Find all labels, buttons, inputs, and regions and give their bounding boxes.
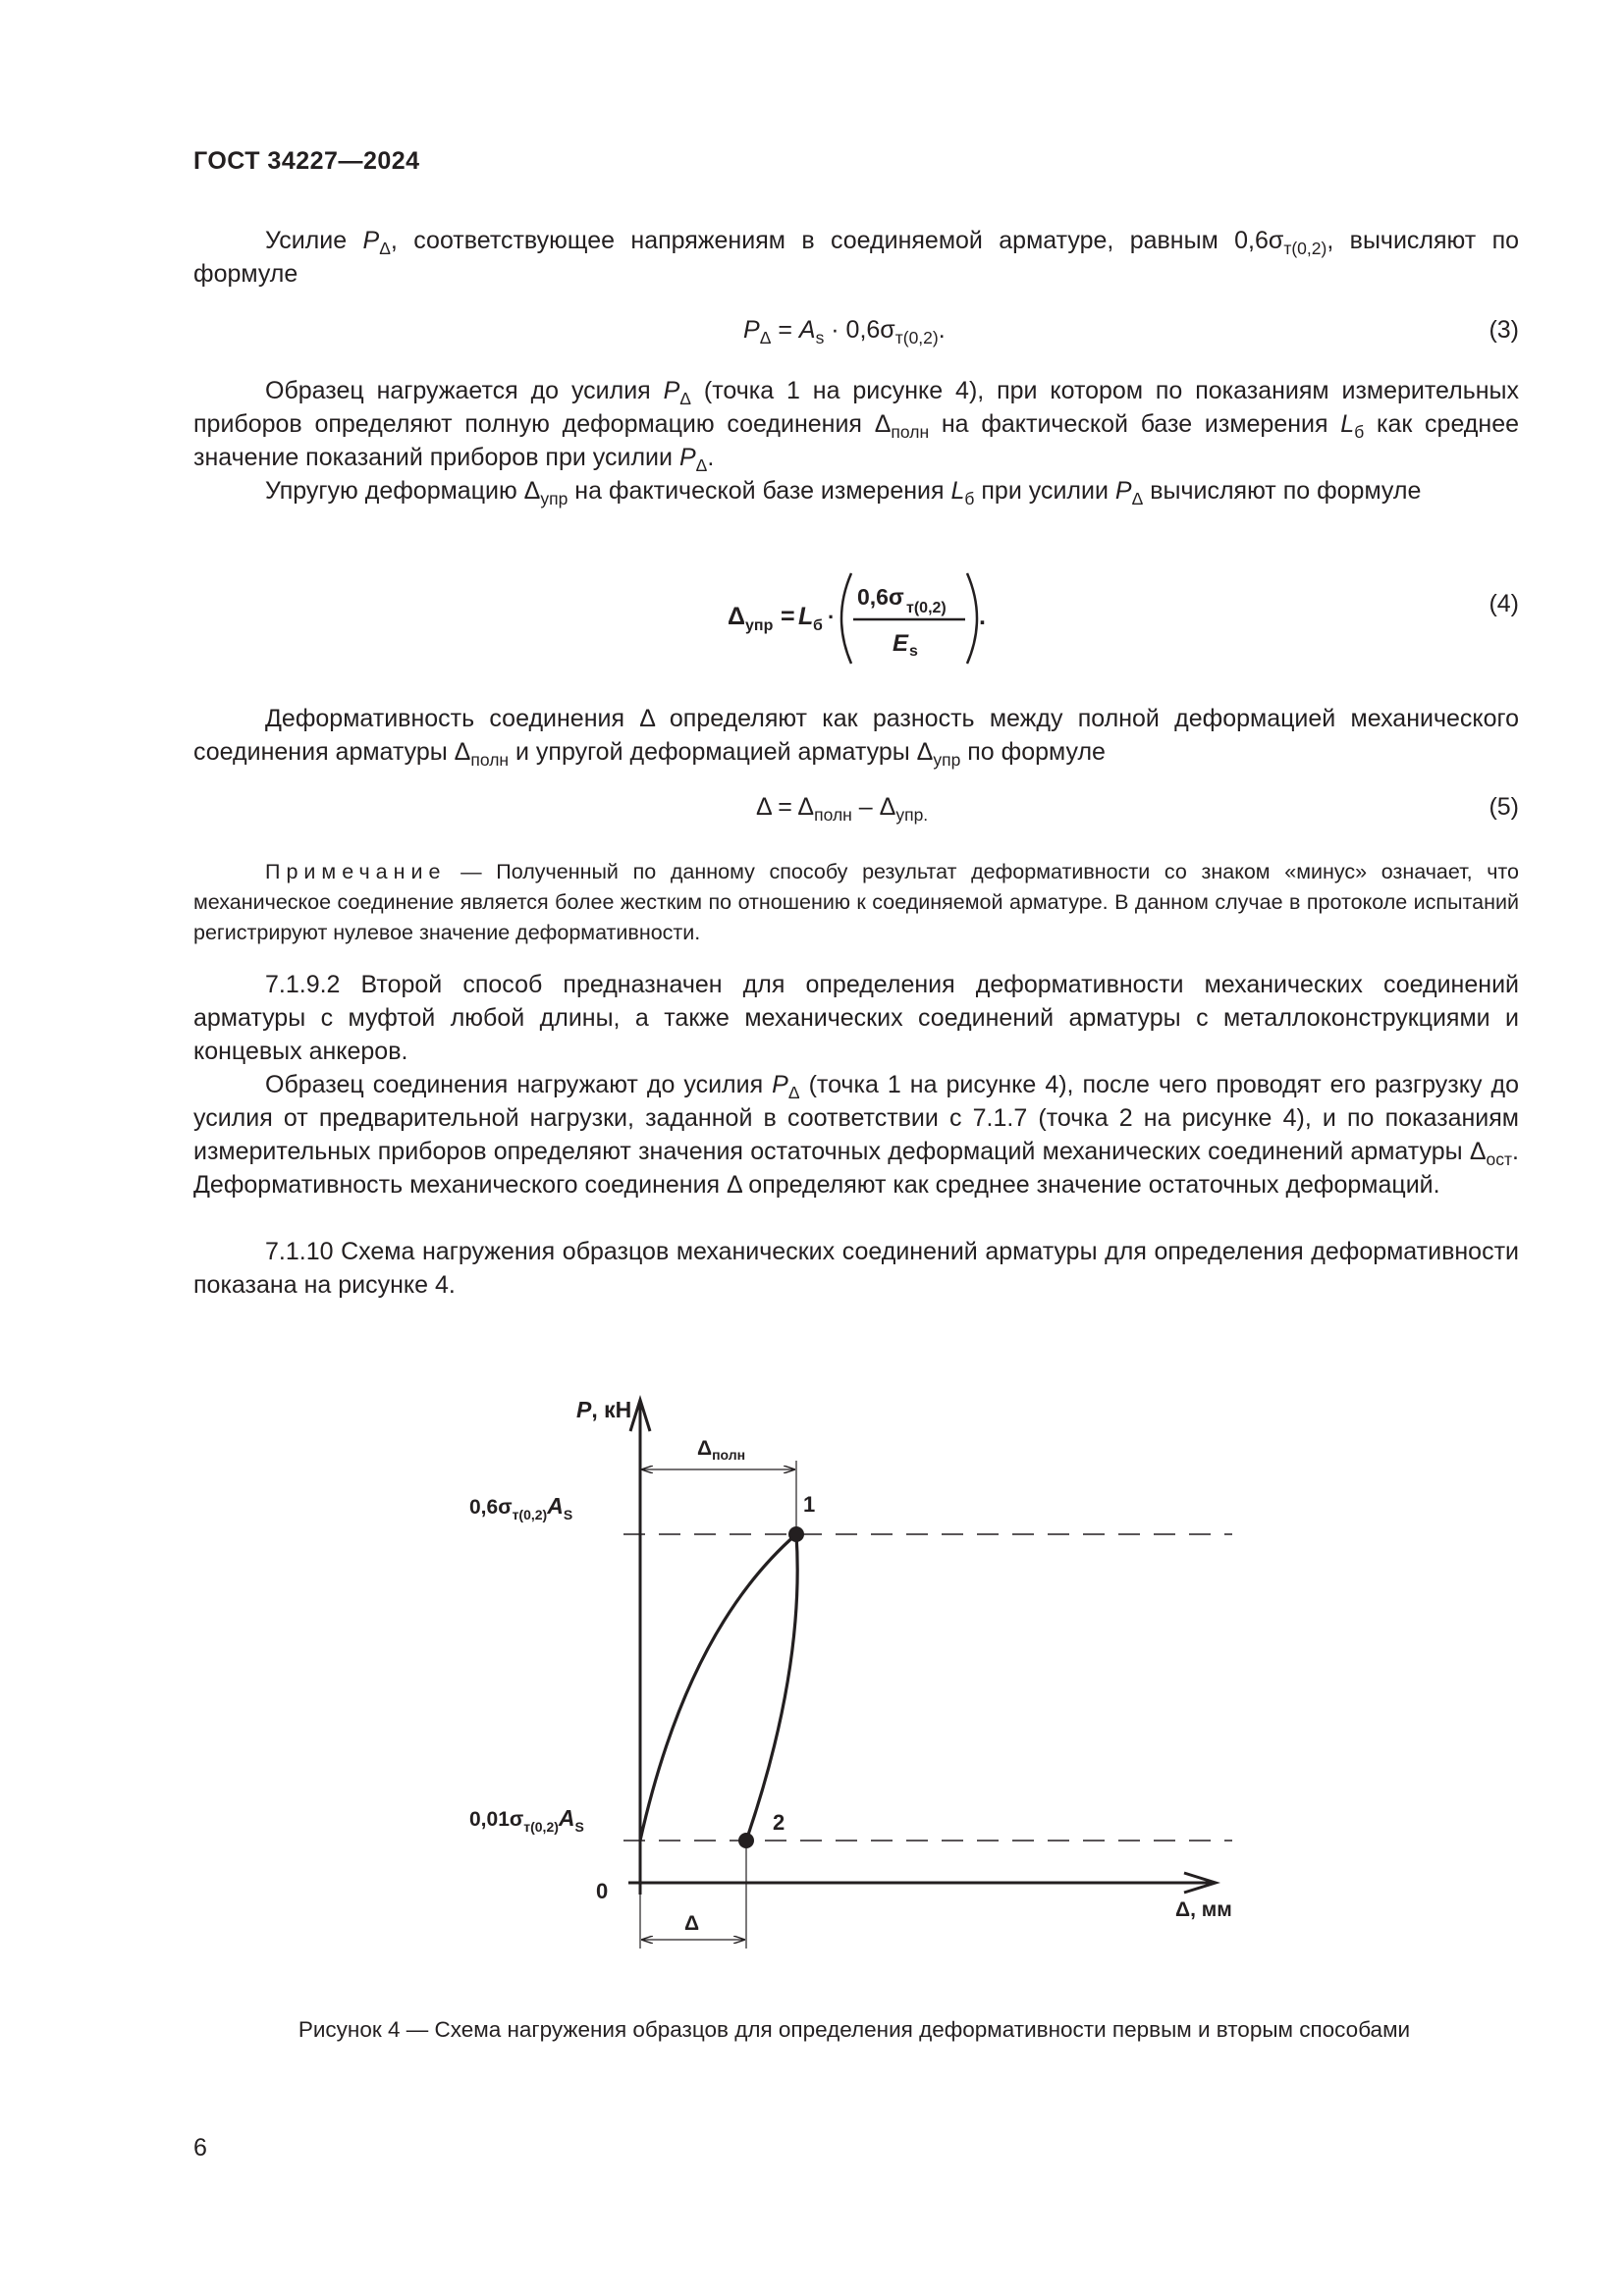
paragraph-7-1-10: 7.1.10 Схема нагружения образцов механических соединений арматуры для определения деформативности показана на рисунке 4. bbox=[193, 1238, 1519, 1299]
paragraph-deformability: Деформативность соединения Δ определяют как разность между полной деформацией механического соединения арматуры $\Delta_{полн}$ и упругой деформацией арматуры $\Delta_{упр}$ по формуле bbox=[193, 705, 1519, 770]
x-axis-label: Δ, мм bbox=[1175, 1898, 1232, 1921]
svg-text:=: = bbox=[781, 603, 795, 630]
loading-curve bbox=[640, 1534, 796, 1841]
svg-text:E: E bbox=[893, 630, 909, 657]
svg-text:.: . bbox=[979, 603, 986, 630]
svg-text:s: s bbox=[909, 643, 918, 660]
formula-5: $\Delta = \Delta_{полн} - \Delta_{упр.}$ bbox=[756, 793, 929, 825]
figure-caption: Рисунок 4 — Схема нагружения образцов для определения деформативности первым и вторым способами bbox=[298, 2017, 1411, 2042]
svg-text:·: · bbox=[828, 605, 836, 629]
formula-3-number: (3) bbox=[1489, 316, 1519, 344]
point-2-label: 2 bbox=[773, 1810, 785, 1835]
svg-text:Δ: Δ bbox=[728, 603, 745, 630]
svg-text:т(0,2): т(0,2) bbox=[906, 600, 947, 616]
paragraph-second-method: Образец соединения нагружают до усилия $P_\Delta$ (точка 1 на рисунке 4), после чего проводят его разгрузку до усилия от предварительной нагрузки, заданной в соответствии с 7.1.7 (точка 2 на рисунке 4), и по показаниям измерительных приборов определяют значения остаточных деформаций механических соединений арматуры $\Delta_{ост}$. Деформативность механического соединения Δ определяют как среднее значение остаточных деформаций. bbox=[193, 1071, 1519, 1199]
note: Примечание — Полученный по данному способу результат деформативности со знаком «минус» означает, что механическое соединение является более жестким по отношению к соединяемой арматуре. В данном случае в протоколе испытаний регистрируют нулевое значение деформативности. bbox=[193, 860, 1519, 944]
paragraph-force: Усилие $P_\Delta$, соответствующее напряжениям в соединяемой арматуре, равным $0,6\sigma_{т(0,2)}$, вычисляют по формуле bbox=[193, 227, 1520, 288]
origin-label: 0 bbox=[596, 1879, 609, 1903]
paragraph-loading: Образец нагружается до усилия $P_\Delta$ (точка 1 на рисунке 4), при котором по показаниям измерительных приборов определяют полную деформацию соединения $\Delta_{полн}$ на фактической базе измерения $L_б$ как среднее значение показаний приборов при усилии $P_\Delta$. bbox=[193, 377, 1520, 475]
svg-text:0,6σ: 0,6σ bbox=[857, 584, 904, 610]
svg-text:L: L bbox=[798, 603, 814, 630]
paragraph-7-1-9-2: 7.1.9.2 Второй способ предназначен для определения деформативности механических соединений арматуры с муфтой любой длины, а также механических соединений арматуры с металлоконструкциями и концевых анкеров. bbox=[193, 971, 1519, 1065]
lower-level-label: $0,01\sigma_{т(0,2)}A_S$ bbox=[469, 1805, 584, 1835]
formula-4-number: (4) bbox=[1489, 590, 1519, 617]
y-axis-label: P, кН bbox=[576, 1397, 632, 1422]
figure-4-loading-diagram bbox=[0, 1374, 1624, 1983]
svg-text:б: б bbox=[813, 617, 823, 634]
document-header: ГОСТ 34227—2024 bbox=[193, 147, 420, 175]
delta-residual-label: Δ bbox=[684, 1912, 700, 1935]
formula-5-number: (5) bbox=[1489, 793, 1519, 821]
svg-text:упр: упр bbox=[745, 617, 774, 634]
formula-3: $P_\Delta = A_s \cdot 0,6\sigma_{т(0,2)}$. bbox=[743, 316, 946, 347]
page-number: 6 bbox=[193, 2134, 207, 2162]
formula-4 bbox=[722, 560, 997, 667]
paragraph-elastic: Упругую деформацию $\Delta_{упр}$ на фактической базе измерения $L_б$ при усилии $P_\Delta$ вычисляют по формуле bbox=[265, 477, 1422, 508]
upper-level-label: $0,6\sigma_{т(0,2)}A_S$ bbox=[469, 1493, 573, 1522]
point-1-label: 1 bbox=[803, 1492, 816, 1517]
delta-full-label: $\Delta_{полн}$ bbox=[697, 1437, 746, 1463]
